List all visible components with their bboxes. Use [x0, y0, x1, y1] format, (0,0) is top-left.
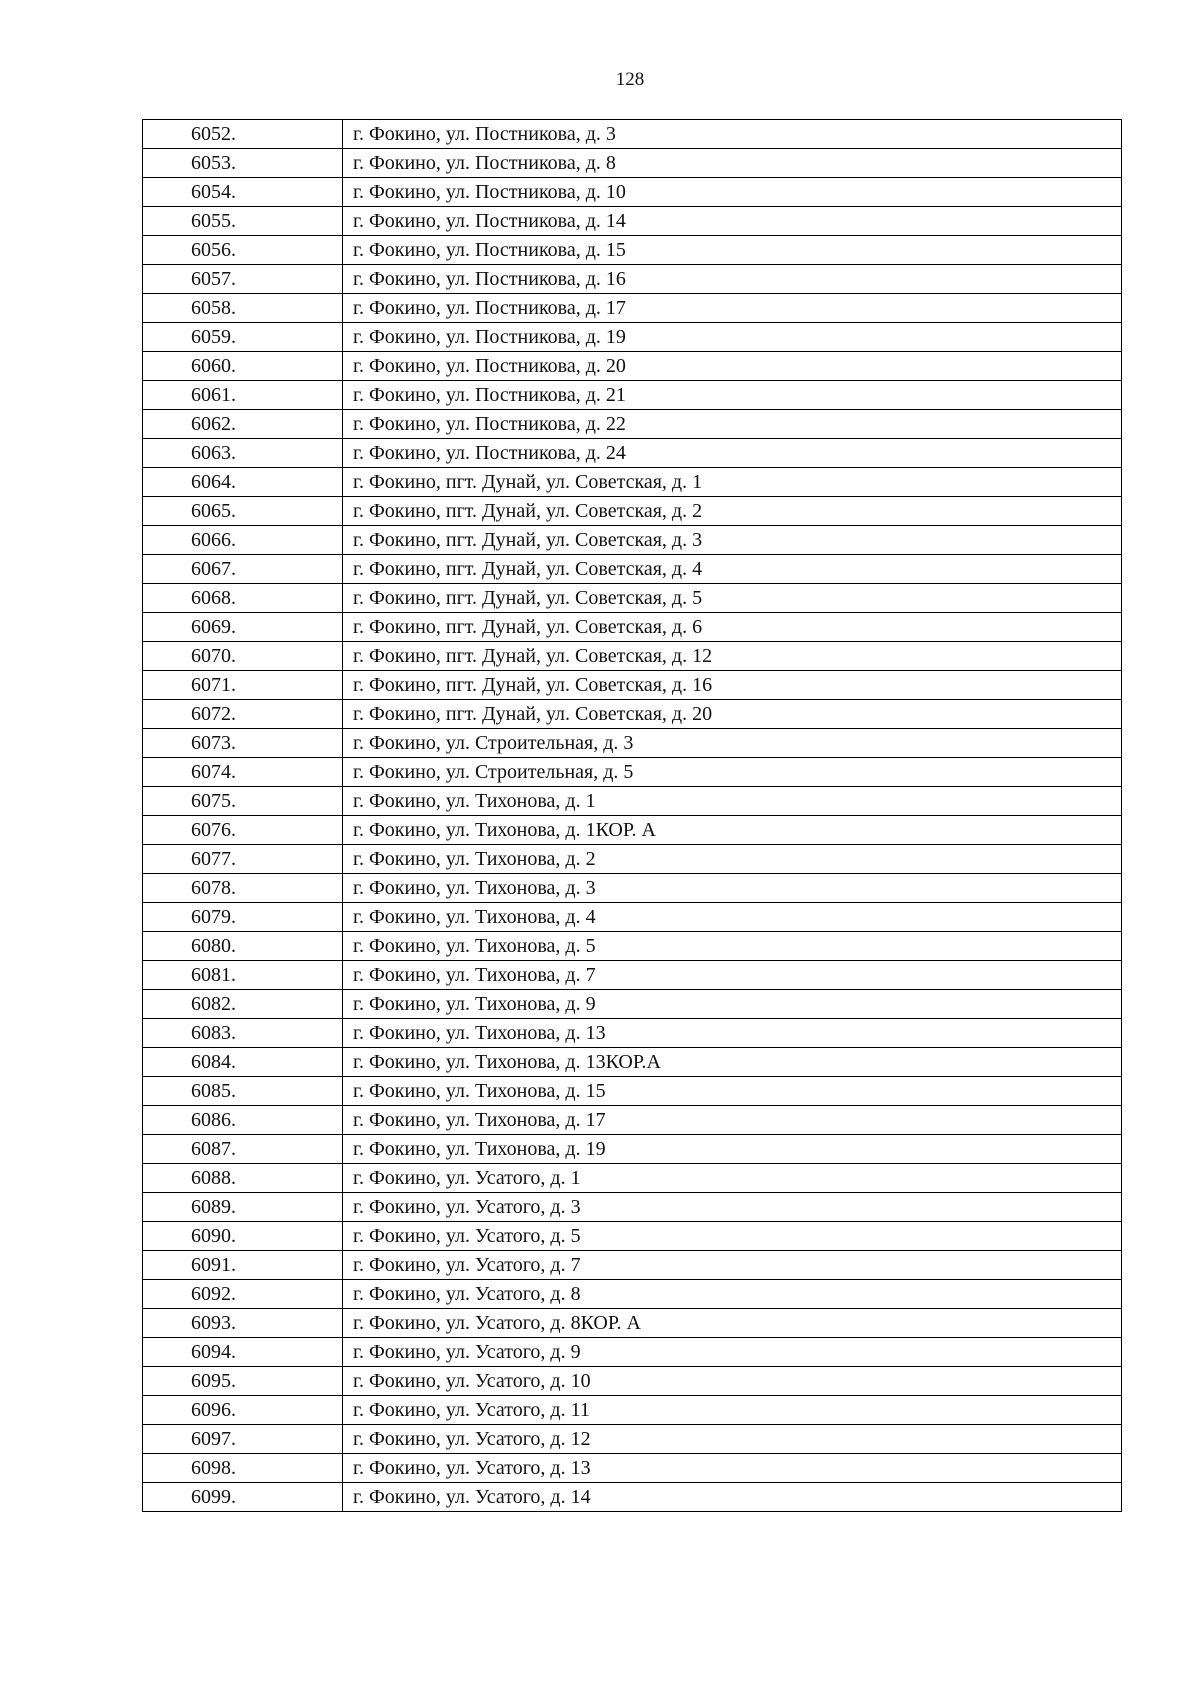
address-cell: г. Фокино, ул. Постникова, д. 3	[343, 120, 1122, 149]
table-row	[143, 1454, 1122, 1483]
table-row	[143, 932, 1122, 961]
address-cell: г. Фокино, ул. Тихонова, д. 7	[343, 961, 1122, 990]
address-cell: г. Фокино, ул. Усатого, д. 3	[343, 1193, 1122, 1222]
table-row	[143, 700, 1122, 729]
table-row	[143, 584, 1122, 613]
row-number-cell: 6062.	[143, 410, 343, 439]
row-number-cell: 6087.	[143, 1135, 343, 1164]
address-cell: г. Фокино, ул. Строительная, д. 3	[343, 729, 1122, 758]
row-number-cell: 6074.	[143, 758, 343, 787]
row-number-cell: 6090.	[143, 1222, 343, 1251]
table-row	[143, 236, 1122, 265]
row-number-cell: 6063.	[143, 439, 343, 468]
row-number-cell: 6099.	[143, 1483, 343, 1512]
address-cell: г. Фокино, ул. Тихонова, д. 1	[343, 787, 1122, 816]
address-table	[142, 119, 1122, 1512]
table-row	[143, 265, 1122, 294]
address-cell: г. Фокино, пгт. Дунай, ул. Советская, д. 20	[343, 700, 1122, 729]
row-number-cell: 6075.	[143, 787, 343, 816]
row-number-cell: 6055.	[143, 207, 343, 236]
row-number-cell: 6071.	[143, 671, 343, 700]
table-row	[143, 961, 1122, 990]
table-row	[143, 1338, 1122, 1367]
row-number-cell: 6065.	[143, 497, 343, 526]
row-number-cell: 6068.	[143, 584, 343, 613]
address-cell: г. Фокино, ул. Тихонова, д. 4	[343, 903, 1122, 932]
row-number-cell: 6083.	[143, 1019, 343, 1048]
table-row	[143, 207, 1122, 236]
address-cell: г. Фокино, ул. Усатого, д. 14	[343, 1483, 1122, 1512]
address-cell: г. Фокино, ул. Постникова, д. 14	[343, 207, 1122, 236]
address-cell: г. Фокино, пгт. Дунай, ул. Советская, д. 12	[343, 642, 1122, 671]
table-row	[143, 1280, 1122, 1309]
table-row	[143, 1048, 1122, 1077]
row-number-cell: 6056.	[143, 236, 343, 265]
address-cell: г. Фокино, ул. Постникова, д. 22	[343, 410, 1122, 439]
address-cell: г. Фокино, ул. Тихонова, д. 13КОР.А	[343, 1048, 1122, 1077]
row-number-cell: 6084.	[143, 1048, 343, 1077]
address-cell: г. Фокино, ул. Усатого, д. 11	[343, 1396, 1122, 1425]
address-cell: г. Фокино, ул. Строительная, д. 5	[343, 758, 1122, 787]
row-number-cell: 6058.	[143, 294, 343, 323]
address-cell: г. Фокино, ул. Постникова, д. 17	[343, 294, 1122, 323]
row-number-cell: 6093.	[143, 1309, 343, 1338]
table-row	[143, 1106, 1122, 1135]
row-number-cell: 6089.	[143, 1193, 343, 1222]
page-number: 128	[615, 69, 645, 90]
address-cell: г. Фокино, пгт. Дунай, ул. Советская, д. 2	[343, 497, 1122, 526]
row-number-cell: 6079.	[143, 903, 343, 932]
row-number-cell: 6082.	[143, 990, 343, 1019]
address-cell: г. Фокино, ул. Усатого, д. 9	[343, 1338, 1122, 1367]
row-number-cell: 6060.	[143, 352, 343, 381]
address-cell: г. Фокино, ул. Постникова, д. 16	[343, 265, 1122, 294]
table-row	[143, 381, 1122, 410]
table-row	[143, 642, 1122, 671]
table-row	[143, 1077, 1122, 1106]
table-row	[143, 990, 1122, 1019]
row-number-cell: 6096.	[143, 1396, 343, 1425]
row-number-cell: 6098.	[143, 1454, 343, 1483]
address-cell: г. Фокино, пгт. Дунай, ул. Советская, д. 16	[343, 671, 1122, 700]
row-number-cell: 6061.	[143, 381, 343, 410]
table-row	[143, 1164, 1122, 1193]
table-row	[143, 816, 1122, 845]
table-row	[143, 526, 1122, 555]
address-cell: г. Фокино, пгт. Дунай, ул. Советская, д. 4	[343, 555, 1122, 584]
row-number-cell: 6069.	[143, 613, 343, 642]
address-cell: г. Фокино, ул. Усатого, д. 10	[343, 1367, 1122, 1396]
table-row	[143, 903, 1122, 932]
address-cell: г. Фокино, ул. Постникова, д. 10	[343, 178, 1122, 207]
row-number-cell: 6064.	[143, 468, 343, 497]
address-cell: г. Фокино, пгт. Дунай, ул. Советская, д. 1	[343, 468, 1122, 497]
table-row	[143, 1135, 1122, 1164]
row-number-cell: 6073.	[143, 729, 343, 758]
row-number-cell: 6067.	[143, 555, 343, 584]
address-cell: г. Фокино, ул. Тихонова, д. 3	[343, 874, 1122, 903]
address-cell: г. Фокино, ул. Постникова, д. 15	[343, 236, 1122, 265]
address-cell: г. Фокино, ул. Усатого, д. 8КОР. А	[343, 1309, 1122, 1338]
table-row	[143, 468, 1122, 497]
table-row	[143, 178, 1122, 207]
table-row	[143, 729, 1122, 758]
address-cell: г. Фокино, ул. Постникова, д. 8	[343, 149, 1122, 178]
row-number-cell: 6080.	[143, 932, 343, 961]
address-table-body	[143, 120, 1122, 1512]
table-row	[143, 352, 1122, 381]
row-number-cell: 6091.	[143, 1251, 343, 1280]
address-cell: г. Фокино, ул. Тихонова, д. 9	[343, 990, 1122, 1019]
row-number-cell: 6094.	[143, 1338, 343, 1367]
table-row	[143, 758, 1122, 787]
address-cell: г. Фокино, ул. Усатого, д. 12	[343, 1425, 1122, 1454]
table-row	[143, 439, 1122, 468]
table-row	[143, 294, 1122, 323]
table-row	[143, 1222, 1122, 1251]
address-cell: г. Фокино, ул. Усатого, д. 8	[343, 1280, 1122, 1309]
table-row	[143, 555, 1122, 584]
table-row	[143, 323, 1122, 352]
table-row	[143, 1483, 1122, 1512]
row-number-cell: 6097.	[143, 1425, 343, 1454]
table-row	[143, 120, 1122, 149]
address-cell: г. Фокино, ул. Тихонова, д. 17	[343, 1106, 1122, 1135]
table-row	[143, 1367, 1122, 1396]
table-row	[143, 1396, 1122, 1425]
table-row	[143, 671, 1122, 700]
row-number-cell: 6077.	[143, 845, 343, 874]
address-cell: г. Фокино, пгт. Дунай, ул. Советская, д. 5	[343, 584, 1122, 613]
address-cell: г. Фокино, ул. Тихонова, д. 5	[343, 932, 1122, 961]
row-number-cell: 6059.	[143, 323, 343, 352]
address-cell: г. Фокино, ул. Тихонова, д. 19	[343, 1135, 1122, 1164]
table-row	[143, 1193, 1122, 1222]
row-number-cell: 6066.	[143, 526, 343, 555]
table-row	[143, 1251, 1122, 1280]
row-number-cell: 6095.	[143, 1367, 343, 1396]
row-number-cell: 6052.	[143, 120, 343, 149]
row-number-cell: 6081.	[143, 961, 343, 990]
row-number-cell: 6053.	[143, 149, 343, 178]
address-cell: г. Фокино, ул. Постникова, д. 19	[343, 323, 1122, 352]
row-number-cell: 6088.	[143, 1164, 343, 1193]
address-cell: г. Фокино, ул. Постникова, д. 21	[343, 381, 1122, 410]
address-cell: г. Фокино, ул. Тихонова, д. 1КОР. А	[343, 816, 1122, 845]
address-cell: г. Фокино, ул. Тихонова, д. 15	[343, 1077, 1122, 1106]
table-row	[143, 787, 1122, 816]
table-row	[143, 149, 1122, 178]
address-cell: г. Фокино, ул. Усатого, д. 5	[343, 1222, 1122, 1251]
address-cell: г. Фокино, ул. Тихонова, д. 2	[343, 845, 1122, 874]
row-number-cell: 6092.	[143, 1280, 343, 1309]
row-number-cell: 6076.	[143, 816, 343, 845]
table-row	[143, 845, 1122, 874]
address-cell: г. Фокино, ул. Усатого, д. 13	[343, 1454, 1122, 1483]
address-cell: г. Фокино, пгт. Дунай, ул. Советская, д. 3	[343, 526, 1122, 555]
address-cell: г. Фокино, ул. Постникова, д. 20	[343, 352, 1122, 381]
row-number-cell: 6070.	[143, 642, 343, 671]
table-row	[143, 497, 1122, 526]
address-cell: г. Фокино, ул. Усатого, д. 1	[343, 1164, 1122, 1193]
table-row	[143, 1019, 1122, 1048]
table-row	[143, 410, 1122, 439]
table-row	[143, 874, 1122, 903]
table-row	[143, 613, 1122, 642]
row-number-cell: 6086.	[143, 1106, 343, 1135]
row-number-cell: 6057.	[143, 265, 343, 294]
table-row	[143, 1425, 1122, 1454]
row-number-cell: 6078.	[143, 874, 343, 903]
row-number-cell: 6085.	[143, 1077, 343, 1106]
address-cell: г. Фокино, ул. Тихонова, д. 13	[343, 1019, 1122, 1048]
address-cell: г. Фокино, ул. Постникова, д. 24	[343, 439, 1122, 468]
address-cell: г. Фокино, пгт. Дунай, ул. Советская, д. 6	[343, 613, 1122, 642]
row-number-cell: 6072.	[143, 700, 343, 729]
address-cell: г. Фокино, ул. Усатого, д. 7	[343, 1251, 1122, 1280]
row-number-cell: 6054.	[143, 178, 343, 207]
table-row	[143, 1309, 1122, 1338]
